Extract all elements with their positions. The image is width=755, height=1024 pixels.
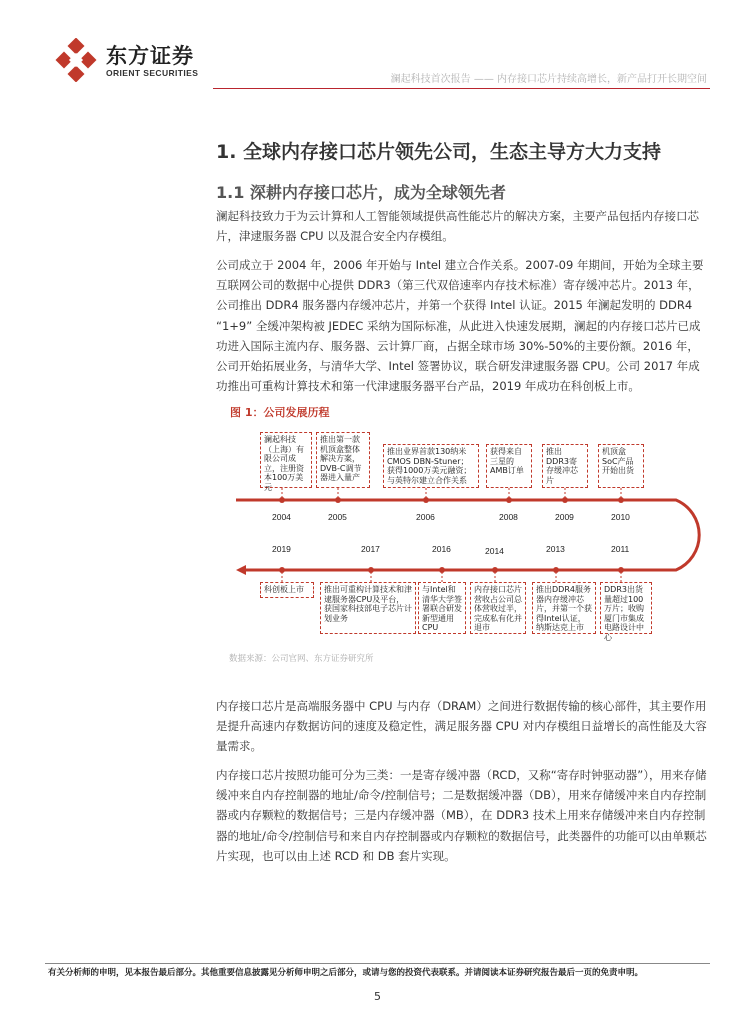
timeline-event: 与Intel和清华大学签署联合研发新型通用CPU bbox=[418, 582, 466, 634]
timeline-event: 澜起科技（上海）有限公司成立，注册资本100万美元 bbox=[260, 432, 312, 488]
timeline-event: DDR3出货量超过100万片；收购厦门市集成电路设计中心 bbox=[600, 582, 652, 634]
company-timeline bbox=[216, 420, 710, 650]
timeline-event: 机顶盒SoC产品开始出货 bbox=[598, 444, 644, 488]
paragraph-3: 内存接口芯片是高端服务器中 CPU 与内存（DRAM）之间进行数据传输的核心部件，其主要作用是提升高速内存数据访问的速度及稳定性，满足服务器 CPU 对内存模组日益增长的高性能及大容量需求。 bbox=[216, 699, 707, 754]
timeline-event: 获得来自三星的AMB订单 bbox=[486, 444, 532, 488]
section-heading: 1. 全球内存接口芯片领先公司，生态主导方大力支持 bbox=[216, 141, 662, 163]
timeline-year: 2016 bbox=[432, 544, 451, 554]
subsection-heading: 1.1 深耕内存接口芯片，成为全球领先者 bbox=[216, 183, 506, 202]
timeline-year: 2019 bbox=[272, 544, 291, 554]
paragraph-1: 澜起科技致力于为云计算和人工智能领域提供高性能芯片的解决方案，主要产品包括内存接口芯片，津逮服务器 CPU 以及混合安全内存模组。 bbox=[216, 209, 699, 244]
timeline-event: 推出DDR4服务器内存缓冲芯片，并第一个获得Intel认证，纳斯达克上市 bbox=[532, 582, 596, 634]
timeline-year: 2014 bbox=[485, 546, 504, 556]
orient-logo-icon bbox=[54, 38, 98, 82]
timeline-year: 2011 bbox=[611, 544, 630, 554]
timeline-year: 2008 bbox=[499, 512, 518, 522]
timeline-event: 推出业界首款130纳米CMOS DBN-Stuner；获得1000万美元融资；与英特尔建立合作关系 bbox=[383, 444, 479, 488]
timeline-year: 2017 bbox=[361, 544, 380, 554]
page-number: 5 bbox=[374, 990, 381, 1003]
brand-logo bbox=[54, 38, 224, 82]
timeline-event: 科创板上市 bbox=[260, 582, 314, 598]
figure-source: 数据来源：公司官网、东方证券研究所 bbox=[229, 654, 374, 664]
brand-name-en: ORIENT SECURITIES bbox=[106, 68, 199, 78]
timeline-year: 2009 bbox=[555, 512, 574, 522]
paragraph-4: 内存接口芯片按照功能可分为三类：一是寄存缓冲器（RCD，又称“寄存时钟驱动器”），用来存储缓冲来自内存控制器的地址/命令/控制信号；二是数据缓冲器（DB），用来存储缓冲来自内存控制器或内存颗粒的数据信号；三是内存缓冲器（MB），在 DDR3 技术上用来存储缓冲来自内存控制器的地址/命令/控制信号和来自内存控制器或内存颗粒的数据信号，此类器件的功能可以由单颗芯片实现，也可以由上述 RCD 和 DB 套片实现。 bbox=[216, 768, 707, 863]
timeline-year: 2013 bbox=[546, 544, 565, 554]
footer-disclaimer: 有关分析师的申明，见本报告最后部分。其他重要信息披露见分析师申明之后部分，或请与您的投资代表联系。并请阅读本证券研究报告最后一页的免责申明。 bbox=[48, 968, 644, 978]
timeline-year: 2010 bbox=[611, 512, 630, 522]
timeline-year: 2005 bbox=[328, 512, 347, 522]
figure-title: 图 1：公司发展历程 bbox=[230, 406, 330, 419]
paragraph-2: 公司成立于 2004 年，2006 年开始与 Intel 建立合作关系。2007-09 年期间，开始为全球主要互联网公司的数据中心提供 DDR3（第三代双倍速率内存技术标准）寄存缓冲芯片。2013 年，公司推出 DDR4 服务器内存缓冲芯片，并第一个获得 Intel 认证。2015 年澜起发明的 DDR4 “1+9” 全缓冲架构被 JEDEC 采纳为国际标准，从此进入快速发展期，澜起的内存接口芯片已成功进入国际主流内存、服务器、云计算厂商，占据全球市场 30%-50%的主要份额。2016 年，公司开始拓展业务，与清华大学、Intel 签署协议，联合研发津逮服务器 CPU。公司 2017 年成功推出可重构计算技术和第一代津逮服务器平台产品，2019 年成功在科创板上市。 bbox=[216, 258, 704, 394]
report-header-title: 澜起科技首次报告 —— 内存接口芯片持续高增长，新产品打开长期空间 bbox=[390, 74, 707, 85]
timeline-year: 2004 bbox=[272, 512, 291, 522]
timeline-event: 推出可重构计算技术和津逮服务器CPU及平台，获国家科技部电子芯片计划业务 bbox=[320, 582, 416, 634]
timeline-event: 内存接口芯片营收占公司总体营收过半，完成私有化并退市 bbox=[470, 582, 526, 634]
timeline-event: 推出第一款机顶盒整体解决方案，DVB-C调节器进入量产 bbox=[316, 432, 370, 488]
header-divider bbox=[213, 88, 710, 89]
timeline-event: 推出DDR3寄存缓冲芯片 bbox=[542, 444, 588, 488]
timeline-year: 2006 bbox=[416, 512, 435, 522]
footer-divider bbox=[45, 963, 710, 964]
brand-name-zh: 东方证券 bbox=[106, 44, 194, 68]
